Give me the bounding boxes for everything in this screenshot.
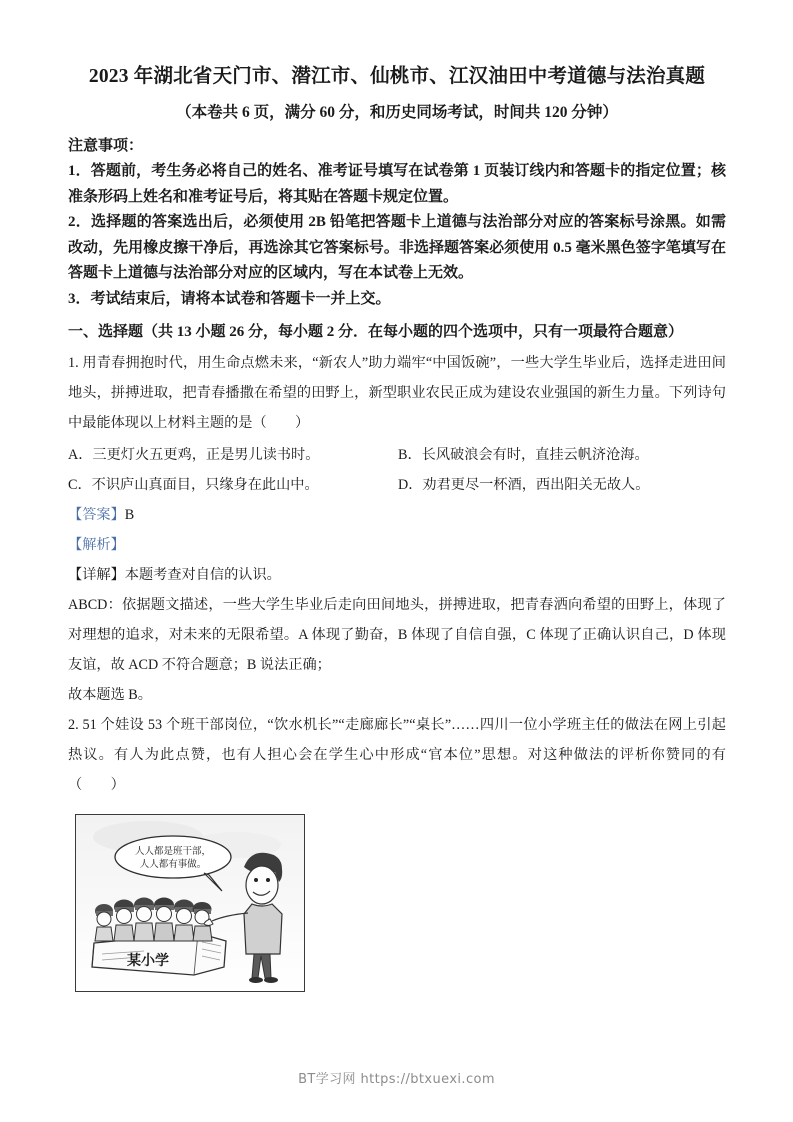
question-2-figure: [75, 814, 726, 992]
question-1: [68, 348, 726, 710]
notice-block: [68, 134, 726, 312]
document-body: [68, 60, 726, 992]
option-b[interactable]: B．长风破浪会有时，直挂云帆济沧海。: [398, 447, 649, 463]
page-subtitle: （本卷共 6 页，满分 60 分，和历史同场考试，时间共 120 分钟）: [176, 104, 618, 121]
analysis-line: [68, 530, 726, 560]
cartoon-image: [75, 814, 305, 992]
answer-value: B: [124, 507, 135, 523]
notice-item-1: 1．答题前，考生务必将自己的姓名、准考证号填写在试卷第 1 页装订线内和答题卡的指定位置；核准条形码上姓名和准考证号后，将其贴在答题卡规定位置。: [68, 163, 726, 205]
option-row-cd: [68, 470, 726, 500]
detail-body: ABCD：依据题文描述，一些大学生毕业后走向田间地头，拼搏进取，把青春洒向希望的田野上，体现了对理想的追求，对未来的无限希望。A 体现了勤奋，B 体现了自信自强，C 体现了正确认识自己，D 体现友谊，故 ACD 不符合题意；B 说法正确；: [68, 597, 726, 673]
notice-item-2: 2．选择题的答案选出后，必须使用 2B 铅笔把答题卡上道德与法治部分对应的答案标号涂黑。如需改动，先用橡皮擦干净后，再选涂其它答案标号。非选择题答案必须使用 0.5 毫米黑色签字笔填写在答题卡上道德与法治部分对应的区域内，写在本试卷上无效。: [68, 214, 726, 281]
question-1-stem: 1. 用青春拥抱时代，用生命点燃未来，“新农人”助力端牢“中国饭碗”，一些大学生毕业后，选择走进田间地头，拼搏进取，把青春播撒在希望的田野上，新型职业农民正成为建设农业强国的新生力量。下列诗句中最能体现以上材料主题的是（ ）: [68, 355, 726, 431]
notice-item-3: 3．考试结束后，请将本试卷和答题卡一并上交。: [68, 290, 391, 307]
footer-watermark: BT学习网 https://btxuexi.com: [298, 1072, 495, 1087]
detail-heading-line: [68, 560, 726, 590]
question-2: [68, 710, 726, 992]
answer-line: [68, 500, 726, 530]
analysis-tag: 【解析】: [68, 537, 125, 553]
question-1-options: [68, 440, 726, 500]
svg-text:人人都有事做。: 人人都有事做。: [139, 859, 207, 870]
notice-heading: 注意事项：: [68, 138, 144, 154]
option-row-ab: [68, 440, 726, 470]
option-a[interactable]: A．三更灯火五更鸡，正是男儿读书时。: [68, 447, 320, 463]
svg-text:某小学: 某小学: [127, 953, 169, 969]
question-2-stem: 2. 51 个娃设 53 个班干部岗位，“饮水机长”“走廊廊长”“桌长”……四川一位小学班主任的做法在网上引起热议。有人为此点赞，也有人担心会在学生心中形成“官本位”思想。对这种做法的评析你赞同的有（ ）: [68, 717, 726, 793]
detail-tag: 【详解】: [68, 567, 125, 583]
section-heading-choice: 一、选择题（共 13 小题 26 分，每小题 2 分．在每小题的四个选项中，只有一项最符合题意）: [68, 324, 684, 340]
detail-head: 本题考查对自信的认识。: [124, 567, 281, 583]
svg-text:人人都是班干部，: 人人都是班干部，: [134, 846, 212, 857]
option-c[interactable]: C．不识庐山真面目，只缘身在此山中。: [68, 477, 319, 493]
page-title: 2023 年湖北省天门市、潜江市、仙桃市、江汉油田中考道德与法治真题: [88, 66, 706, 87]
detail-conclusion: 故本题选 B。: [68, 687, 152, 703]
option-d[interactable]: D．劝君更尽一杯酒，西出阳关无故人。: [398, 477, 650, 493]
answer-tag: 【答案】: [68, 507, 125, 523]
